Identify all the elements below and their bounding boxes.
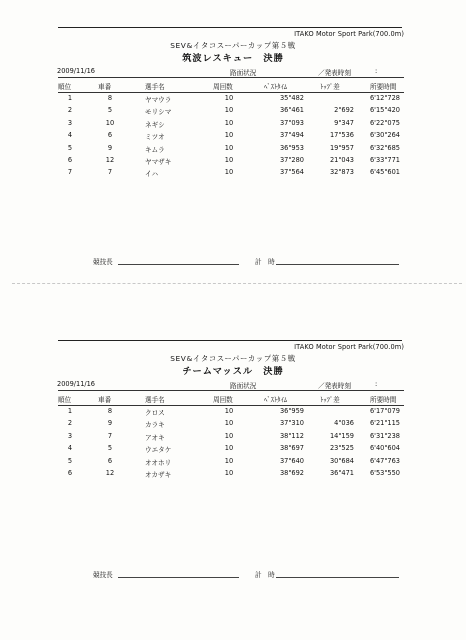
cell-name: クロス [145, 409, 165, 417]
cell-time: 6'22"075 [369, 118, 400, 127]
cell-gap: 30"684 [329, 456, 354, 465]
cell-car: 9 [107, 143, 113, 152]
cell-name: モリシマ [145, 108, 172, 117]
cell-gap: 17"536 [329, 131, 354, 140]
cell-time: 6'17"079 [369, 407, 400, 415]
cell-name: ヤマウラ [145, 96, 172, 104]
cell-car: 8 [107, 407, 113, 415]
cell-gap: 14"159 [329, 431, 354, 440]
col-name-header: 選手名 [145, 83, 165, 91]
cell-car: 5 [107, 444, 113, 453]
cell-laps: 10 [224, 419, 234, 428]
announcement-time-value: : [375, 67, 378, 75]
cell-time: 6'12"728 [369, 94, 400, 102]
cell-best: 37"494 [279, 131, 304, 140]
table-rule-header [58, 405, 404, 406]
road-condition-label: 路面状況 [230, 69, 257, 77]
event-title: 筑波レスキュー 決勝 [182, 53, 284, 64]
cell-time: 6'15"420 [369, 106, 400, 115]
cell-rank: 2 [67, 106, 73, 115]
cell-best: 38"692 [279, 469, 304, 477]
cell-laps: 10 [224, 143, 234, 152]
race-date: 2009/11/16 [57, 67, 96, 75]
timer-label: 計 時 [255, 571, 275, 579]
cell-best: 37"310 [279, 419, 304, 428]
cell-rank: 5 [67, 143, 73, 152]
cell-car: 6 [107, 456, 113, 465]
cell-time: 6'53"550 [369, 469, 400, 477]
cell-gap: 9"347 [334, 118, 354, 127]
col-car-header: 車番 [98, 396, 112, 404]
race-date: 2009/11/16 [57, 380, 96, 388]
col-car-header: 車番 [98, 83, 112, 91]
cut-line [12, 283, 462, 284]
cell-car: 7 [107, 168, 113, 177]
cell-laps: 10 [224, 106, 234, 115]
cell-best: 37"564 [279, 168, 304, 177]
cell-rank: 6 [67, 156, 73, 164]
cell-car: 9 [107, 419, 113, 428]
cell-laps: 10 [224, 94, 234, 102]
table-rule-top [58, 390, 404, 391]
cell-name: ウエタケ [145, 446, 172, 455]
cell-car: 10 [105, 118, 115, 127]
cell-gap: 36"471 [329, 469, 354, 477]
cell-name: ヤマザキ [145, 158, 172, 166]
cell-best: 37"280 [279, 156, 304, 164]
timer-signature-line [276, 264, 399, 265]
venue-label: ITAKO Motor Sport Park(700.0m) [294, 343, 404, 351]
col-laps-header: 周回数 [213, 83, 233, 91]
cell-name: イハ [145, 170, 159, 179]
cell-car: 7 [107, 431, 113, 440]
cell-rank: 3 [67, 431, 73, 440]
cell-best: 36"461 [279, 106, 304, 115]
col-name-header: 選手名 [145, 396, 165, 404]
col-gap-header: ﾄｯﾌﾟ差 [320, 83, 340, 91]
cell-time: 6'31"238 [369, 431, 400, 440]
cell-rank: 4 [67, 444, 73, 453]
cell-rank: 5 [67, 456, 73, 465]
cell-rank: 2 [67, 419, 73, 428]
col-best-header: ﾍﾞｽﾄﾀｲﾑ [264, 396, 288, 404]
event-title: チームマッスル 決勝 [182, 366, 284, 377]
cell-best: 37"640 [279, 456, 304, 465]
announcement-time-label: ／発表時刻 [318, 69, 351, 77]
cell-time: 6'30"264 [369, 131, 400, 140]
series-title: SEV&イタコスーパーカップ第５戦 [170, 354, 296, 363]
table-rule-top [58, 77, 404, 78]
road-condition-label: 路面状況 [230, 382, 257, 390]
cell-name: キムラ [145, 145, 165, 154]
timer-signature-line [276, 577, 399, 578]
steward-signature-line [118, 264, 239, 265]
cell-laps: 10 [224, 431, 234, 440]
cell-name: オオホリ [145, 458, 172, 467]
timer-label: 計 時 [255, 258, 275, 266]
cell-name: オカザキ [145, 471, 172, 479]
cell-rank: 1 [67, 407, 73, 415]
cell-name: ネギシ [145, 120, 165, 129]
cell-time: 6'40"604 [369, 444, 400, 453]
cell-gap: 23"525 [329, 444, 354, 453]
col-time-header: 所要時間 [370, 396, 397, 404]
cell-car: 12 [105, 156, 115, 164]
cell-laps: 10 [224, 407, 234, 415]
cell-rank: 4 [67, 131, 73, 140]
series-title: SEV&イタコスーパーカップ第５戦 [170, 41, 296, 50]
cell-best: 38"697 [279, 444, 304, 453]
cell-car: 6 [107, 131, 113, 140]
cell-time: 6'45"601 [369, 168, 400, 177]
cell-gap: 32"873 [329, 168, 354, 177]
cell-gap: 4"036 [334, 419, 354, 428]
cell-car: 12 [105, 469, 115, 477]
cell-gap: 2"692 [334, 106, 354, 115]
cell-gap: 19"957 [329, 143, 354, 152]
cell-time: 6'33"771 [369, 156, 400, 164]
col-rank-header: 順位 [58, 83, 72, 91]
col-gap-header: ﾄｯﾌﾟ差 [320, 396, 340, 404]
cell-best: 37"093 [279, 118, 304, 127]
cell-laps: 10 [224, 168, 234, 177]
col-best-header: ﾍﾞｽﾄﾀｲﾑ [264, 83, 288, 91]
cell-laps: 10 [224, 456, 234, 465]
cell-rank: 7 [67, 168, 73, 177]
col-rank-header: 順位 [58, 396, 72, 404]
col-laps-header: 周回数 [213, 396, 233, 404]
col-time-header: 所要時間 [370, 83, 397, 91]
cell-name: アオキ [145, 433, 165, 442]
cell-car: 8 [107, 94, 113, 102]
cell-laps: 10 [224, 444, 234, 453]
venue-label: ITAKO Motor Sport Park(700.0m) [294, 30, 404, 38]
cell-time: 6'32"685 [369, 143, 400, 152]
header-rule [58, 340, 402, 341]
steward-label: 競技長 [93, 258, 113, 266]
cell-rank: 1 [67, 94, 73, 102]
cell-time: 6'21"115 [369, 419, 400, 428]
cell-rank: 6 [67, 469, 73, 477]
announcement-time-value: : [375, 380, 378, 388]
cell-best: 38"112 [279, 431, 304, 440]
cell-best: 36"953 [279, 143, 304, 152]
cell-laps: 10 [224, 156, 234, 164]
header-rule [58, 27, 402, 28]
cell-best: 36"959 [279, 407, 304, 415]
cell-laps: 10 [224, 118, 234, 127]
cell-name: ミツオ [145, 133, 165, 142]
cell-laps: 10 [224, 469, 234, 477]
steward-label: 競技長 [93, 571, 113, 579]
cell-gap: 21"043 [329, 156, 354, 164]
steward-signature-line [118, 577, 239, 578]
cell-rank: 3 [67, 118, 73, 127]
cell-best: 35"482 [279, 94, 304, 102]
cell-time: 6'47"763 [369, 456, 400, 465]
cell-laps: 10 [224, 131, 234, 140]
cell-car: 5 [107, 106, 113, 115]
table-rule-header [58, 92, 404, 93]
cell-name: カラキ [145, 421, 165, 430]
announcement-time-label: ／発表時刻 [318, 382, 351, 390]
